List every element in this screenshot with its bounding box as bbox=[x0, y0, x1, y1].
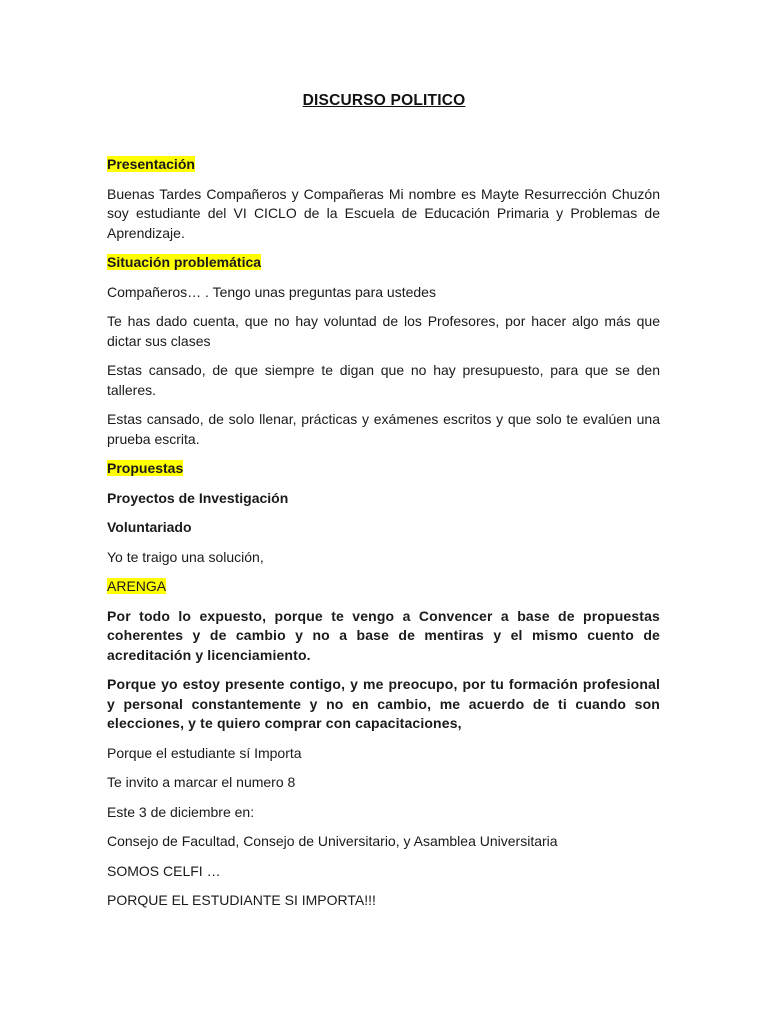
propuestas-paragraph: Yo te traigo una solución, bbox=[107, 548, 264, 565]
page-title: DISCURSO POLITICO bbox=[302, 92, 466, 109]
arenga-paragraph-1: Por todo lo expuesto, porque te vengo a Convencer a base de propuestas coherentes y de cambio y no a base de mentiras y el mismo cuento de acreditación y licenciamiento. bbox=[107, 607, 660, 663]
document-body bbox=[107, 155, 660, 921]
situacion-paragraph-2: Te has dado cuenta, que no hay voluntad de los Profesores, por hacer algo más que dictar sus clases bbox=[107, 313, 660, 349]
arenga-paragraph-8: PORQUE EL ESTUDIANTE SI IMPORTA!!! bbox=[107, 892, 376, 908]
arenga-paragraph-7: SOMOS CELFI … bbox=[107, 862, 221, 879]
section-heading-situacion bbox=[107, 253, 660, 273]
section-heading-arenga bbox=[107, 577, 660, 597]
arenga-paragraph-2: Porque yo estoy presente contigo, y me preocupo, por tu formación profesional y personal constantemente y no en cambio, me acuerdo de ti cuando son elecciones, y te quiero comprar con capacitaciones, bbox=[107, 676, 660, 731]
situacion-paragraph-4: Estas cansado, de solo llenar, prácticas y exámenes escritos y que solo te evalúen una prueba escrita. bbox=[107, 411, 660, 447]
situacion-heading: Situación problemática bbox=[107, 254, 262, 270]
section-heading-propuestas bbox=[107, 459, 660, 479]
presentacion-paragraph: Buenas Tardes Compañeros y Compañeras Mi nombre es Mayte Resurrección Chuzón soy estudiante del VI CICLO de la Escuela de Educación Primaria y Problemas de Aprendizaje. bbox=[107, 185, 660, 241]
arenga-paragraph-3: Porque el estudiante sí Importa bbox=[107, 744, 302, 761]
arenga-paragraph-5: Este 3 de diciembre en: bbox=[107, 803, 255, 820]
propuesta-item-1: Proyectos de Investigación bbox=[107, 489, 289, 506]
propuestas-heading: Propuestas bbox=[107, 460, 184, 476]
situacion-paragraph-3: Estas cansado, de que siempre te digan que no hay presupuesto, para que se den talleres. bbox=[107, 362, 660, 398]
section-heading-presentacion bbox=[107, 155, 660, 175]
situacion-paragraph-1: Compañeros… . Tengo unas preguntas para ustedes bbox=[107, 283, 436, 300]
propuesta-item-2: Voluntariado bbox=[107, 519, 192, 535]
arenga-heading: ARENGA bbox=[107, 578, 167, 594]
presentacion-heading: Presentación bbox=[107, 156, 195, 172]
arenga-paragraph-6: Consejo de Facultad, Consejo de Universitario, y Asamblea Universitaria bbox=[107, 833, 558, 849]
arenga-paragraph-4: Te invito a marcar el numero 8 bbox=[107, 774, 296, 790]
